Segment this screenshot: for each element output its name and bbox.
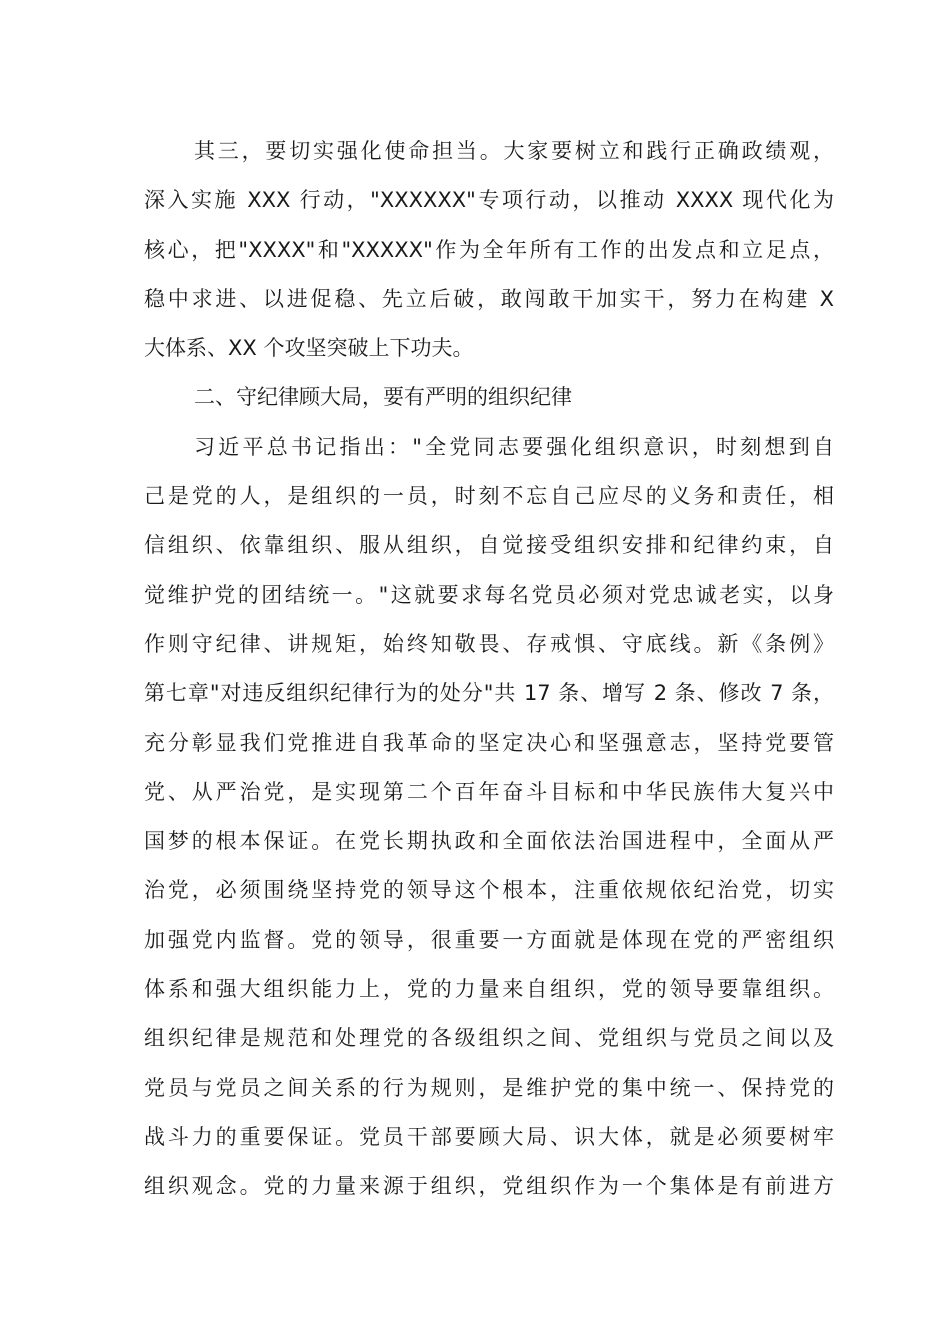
text-line: 党、从严治党，是实现第二个百年奋斗目标和中华民族伟大复兴中 xyxy=(144,779,834,804)
text-line: 深入实施 XXX 行动，"XXXXXX"专项行动，以推动 XXXX 现代化为 xyxy=(144,188,834,213)
text-line: 组织观念。党的力量来源于组织，党组织作为一个集体是有前进方 xyxy=(144,1174,834,1199)
text-line: 加强党内监督。党的领导，很重要一方面就是体现在党的严密组织 xyxy=(144,927,834,952)
text-line: 大体系、XX 个攻坚突破上下功夫。 xyxy=(144,336,474,361)
text-line: 充分彰显我们党推进自我革命的坚定决心和坚强意志，坚持党要管 xyxy=(144,730,834,755)
text-line: 国梦的根本保证。在党长期执政和全面依法治国进程中，全面从严 xyxy=(144,829,834,854)
text-line: 组织纪律是规范和处理党的各级组织之间、党组织与党员之间以及 xyxy=(144,1026,834,1051)
text-line: 觉维护党的团结统一。"这就要求每名党员必须对党忠诚老实，以身 xyxy=(144,582,834,607)
text-line: 稳中求进、以进促稳、先立后破，敢闯敢干加实干，努力在构建 X xyxy=(144,286,834,311)
text-line: 治党，必须围绕坚持党的领导这个根本，注重依规依纪治党，切实 xyxy=(144,878,834,903)
text-line: 党员与党员之间关系的行为规则，是维护党的集中统一、保持党的 xyxy=(144,1075,834,1100)
text-line: 其三，要切实强化使命担当。大家要树立和践行正确政绩观， xyxy=(194,139,834,163)
section-heading: 二、守纪律顾大局，要有严明的组织纪律 xyxy=(194,385,572,410)
text-line: 作则守纪律、讲规矩，始终知敬畏、存戒惧、守底线。新《条例》 xyxy=(144,631,834,656)
text-line: 第七章"对违反组织纪律行为的处分"共 17 条、增写 2 条、修改 7 条， xyxy=(144,681,834,706)
text-line: 己是党的人，是组织的一员，时刻不忘自己应尽的义务和责任，相 xyxy=(144,484,834,509)
text-line: 信组织、依靠组织、服从组织，自觉接受组织安排和纪律约束，自 xyxy=(144,533,834,558)
text-line: 习近平总书记指出："全党同志要强化组织意识，时刻想到自 xyxy=(194,434,834,459)
text-line: 战斗力的重要保证。党员干部要顾大局、识大体，就是必须要树牢 xyxy=(144,1124,834,1149)
text-line: 核心，把"XXXX"和"XXXXX"作为全年所有工作的出发点和立足点， xyxy=(144,237,834,262)
text-line: 体系和强大组织能力上，党的力量来自组织，党的领导要靠组织。 xyxy=(144,977,834,1002)
document-body xyxy=(144,127,834,1212)
